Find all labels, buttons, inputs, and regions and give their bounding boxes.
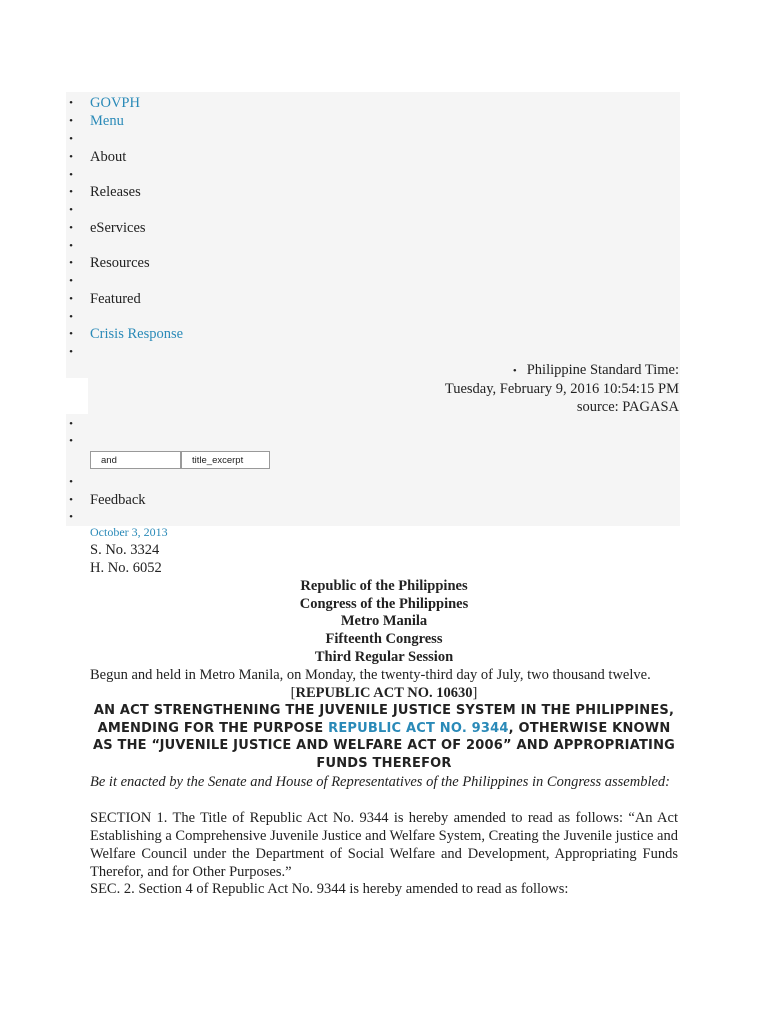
- crisis-response-link[interactable]: Crisis Response: [90, 326, 184, 342]
- senate-bill-number: S. No. 3324: [90, 542, 160, 558]
- menu-link[interactable]: Menu: [90, 113, 124, 129]
- resources-link[interactable]: Resources: [90, 255, 150, 271]
- pst-datetime: Tuesday, February 9, 2016 10:54:15 PM: [444, 381, 679, 397]
- act-title: AN ACT STRENGTHENING THE JUVENILE JUSTICE SYSTEM IN THE PHILIPPINES, AMENDING FOR THE PURPOSE REPUBLIC ACT NO. 9344, OTHERWISE KNOWN AS THE “JUVENILE JUSTICE AND WELFARE ACT OF 2006” AND APPROPRIATING FUNDS THEREFOR: [92, 703, 676, 771]
- eservices-link[interactable]: eServices: [90, 220, 146, 236]
- begun-statement: Begun and held in Metro Manila, on Monday, the twenty-third day of July, two thousand twelve.: [90, 667, 651, 683]
- releases-link[interactable]: Releases: [90, 184, 141, 200]
- header-line: Republic of the Philippines: [300, 578, 468, 594]
- pst-source: source: PAGASA: [576, 399, 679, 415]
- enacting-clause: Be it enacted by the Senate and House of Representatives of the Philippines in Congress assembled:: [90, 774, 671, 790]
- header-line: Congress of the Philippines: [299, 596, 469, 612]
- header-line: Fifteenth Congress: [325, 631, 443, 647]
- house-bill-number: H. No. 6052: [90, 560, 162, 576]
- feedback-link[interactable]: Feedback: [90, 492, 146, 508]
- post-date: October 3, 2013: [90, 525, 168, 539]
- featured-link[interactable]: Featured: [90, 291, 141, 307]
- section-1: SECTION 1. The Title of Republic Act No. 9344 is hereby amended to read as follows: “An Act Establishing a Comprehensive Juvenile Justice and Welfare System, Creating the Juvenile justice and Welfare Council under the Department of Social Welfare and Development, Appropriating Funds Therefor, and for Other Purposes.”: [90, 810, 678, 880]
- header-gap: [66, 378, 88, 414]
- header-line: Third Regular Session: [314, 649, 454, 665]
- search-field-select[interactable]: title_excerpt: [181, 451, 270, 469]
- republic-act-number: [REPUBLIC ACT NO. 10630]: [290, 685, 478, 701]
- philippine-standard-time: • Philippine Standard Time: Tuesday, February 9, 2016 10:54:15 PM source: PAGASA: [444, 362, 679, 415]
- govph-link[interactable]: GOVPH: [90, 95, 140, 111]
- ra-9344-link[interactable]: REPUBLIC ACT NO. 9344: [328, 720, 509, 736]
- about-link[interactable]: About: [90, 149, 127, 165]
- header-line: Metro Manila: [340, 613, 428, 629]
- pst-label: Philippine Standard Time:: [526, 362, 679, 378]
- section-2: SEC. 2. Section 4 of Republic Act No. 9344 is hereby amended to read as follows:: [90, 881, 569, 897]
- search-input[interactable]: and: [90, 451, 181, 469]
